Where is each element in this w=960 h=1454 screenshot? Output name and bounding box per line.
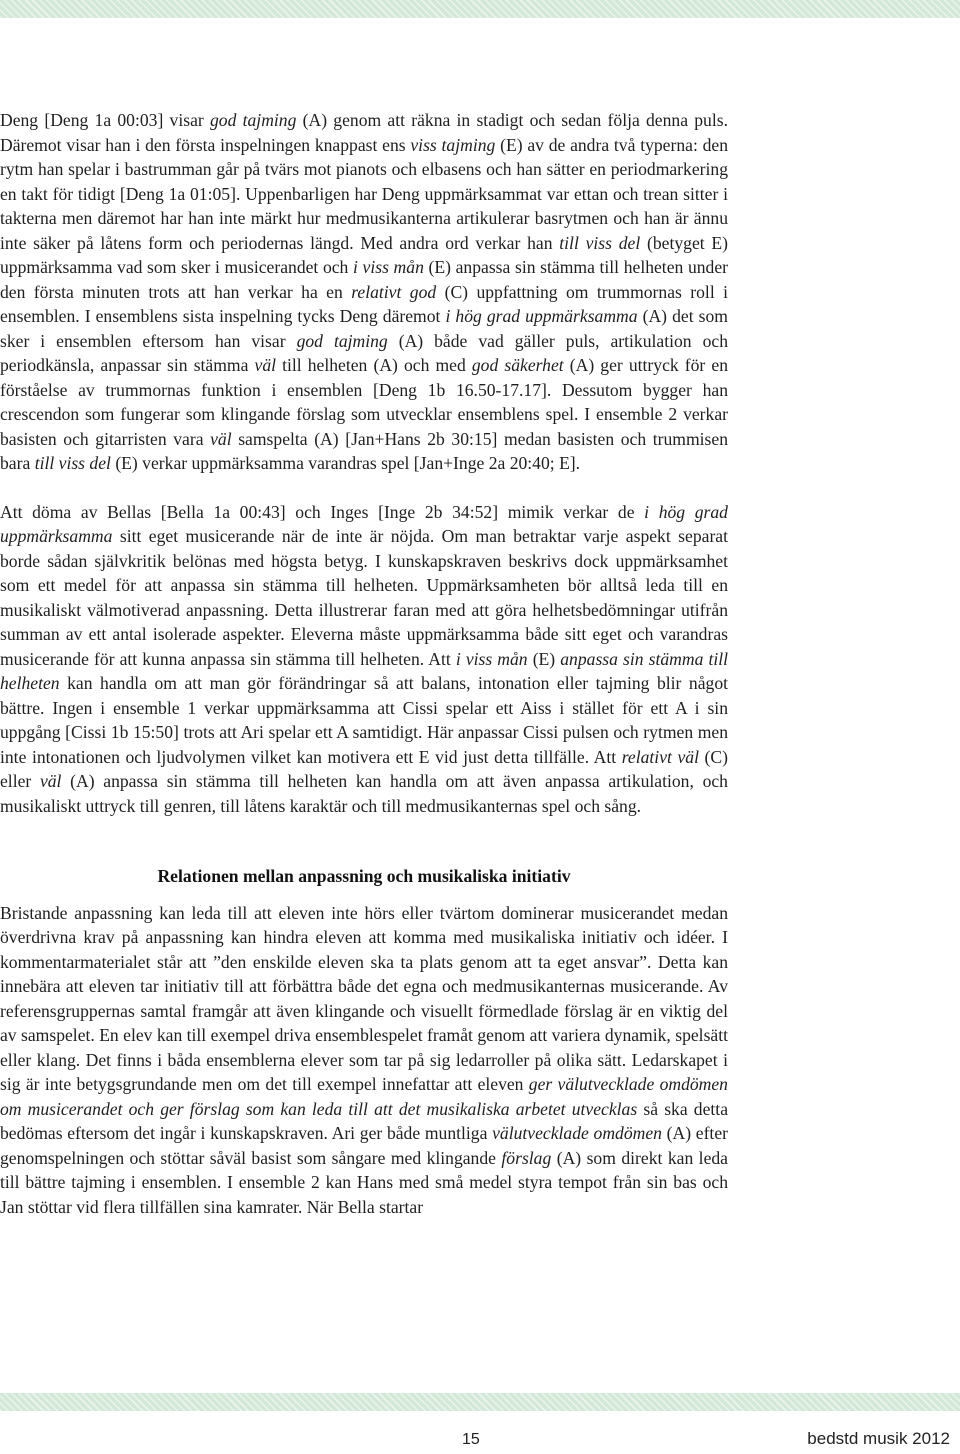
emphasized-text: viss tajming [410,134,496,155]
emphasized-text: väl [210,428,232,449]
emphasized-text: relativt väl [621,746,699,767]
emphasized-text: god tajming [210,110,297,130]
journal-name: bedstd musik 2012 [807,1429,950,1448]
text-run: Att döma av Bellas [Bella 1a 00:43] och Inges [Inge 2b 34:52] mimik verkar de [0,501,645,522]
text-run: (betyget E) uppmärksamma vad som sker i musicerandet och [0,232,729,277]
text-run: (E) [527,648,561,669]
article-body [0,108,728,1219]
emphasized-text: förslag [501,1147,552,1168]
text-run: (A) anpassa sin stämma till helheten kan handla om att även anpassa artikulation, och musikaliskt uttryck till genren, till låtens karaktär och till medmusikanternas spel och sång. [0,771,728,816]
emphasized-text: god säkerhet [471,355,564,375]
paragraph-musical-initiative [0,901,728,1220]
text-run: sitt eget musicerande när de inte är nöjda. Om man betraktar varje aspekt separat borde sådan självkritik belönas med högsta betyg. I kunskapskraven beskrivs dock uppmärksamhet som ett medel för att anpassa sin stämma till helheten. Uppmärksamheten bör alltså leda till en musikaliskt välmotiverad anpassning. Detta illustrerar faran med att göra helhetsbedömningar utifrån summan av ett antal isolerade aspekter. Eleverna måste uppmärksamma både sitt eget och varandras musicerande för att kunna anpassa sin stämma till helheten. Att [0,526,728,669]
section-heading: Relationen mellan anpassning och musikaliska initiativ [157,866,571,886]
emphasized-text: väl [39,771,62,791]
text-run: (A) efter genomspelningen och stöttar såväl basist som sångare med klingande [0,1123,728,1168]
emphasized-text: i viss mån [353,257,424,277]
paragraph-deng-assessment [0,108,728,476]
text-run: så ska detta bedömas eftersom det ingår i kunskapskraven. Ari ger både muntliga [0,1098,729,1143]
emphasized-text: väl [254,355,277,375]
emphasized-text: i hög grad uppmärksamma [445,306,638,326]
text-run: samspelta (A) [Jan+Hans 2b 30:15] medan basisten och trummisen bara [0,428,729,473]
emphasized-text: välutvecklade omdömen [492,1123,662,1143]
text-run: Bristande anpassning kan leda till att eleven inte hörs eller tvärtom dominerar musicerandet medan överdrivna krav på anpassning kan hindra eleven att komma med musikaliska initiativ och idéer. I kommentarmaterialet står att ”den enskilde eleven ska ta plats genom att ta eget ansvar”. Detta kan innebära att eleven tar initiativ till att förbättra både det egna och medmusikanternas musicerande. Av referensgruppernas samtal framgår att även klingande och visuellt förmedlade förslag är en viktig del av samspelet. En elev kan till exempel driva ensemblespelet framåt genom att variera dynamik, spelsätt eller klang. Det finns i båda ensemblerna elever som tar på sig ledarroller på olika sätt. Ledarskapet i sig är inte betygsgrundande men om det till exempel innefattar att eleven [0,902,728,1094]
text-run: (C) uppfattning om trummornas roll i ensemblen. I ensemblens sista inspelning tycks Deng däremot [0,281,729,326]
top-decorative-stripe [0,0,960,18]
text-run: till helheten (A) och med [276,355,472,375]
text-run: (A) som direkt kan leda till bättre tajming i ensemblen. I ensemble 2 kan Hans med små medel styra tempot från sin bas och Jan stöttar vid flera tillfällen sina kamrater. När Bella startar [0,1147,728,1217]
text-run: (E) verkar uppmärksamma varandras spel [Jan+Inge 2a 20:40; E]. [110,453,581,473]
text-run: (A) både vad gäller puls, artikulation och periodkänsla, anpassar sin stämma [0,330,728,375]
text-run: (A) det som sker i ensemblen eftersom han visar [0,306,728,351]
text-run: Deng [Deng 1a 00:03] visar [0,110,210,130]
text-run: kan handla om att man gör förändringar så att balans, intonation eller tajming blir något bättre. Ingen i ensemble 1 verkar uppmärksamma att Cissi spelar ett Aiss i stället för ett A i sin uppgång [Cissi 1b 15:50] trots att Ari spelar ett A samtidigt. Här anpassar Cissi pulsen och rytmen men inte intonationen och ljudvolymen vilket kan motivera ett E vid just detta tillfälle. Att [0,673,728,767]
text-run: (C) eller [0,746,728,791]
text-run: (E) av de andra två typerna: den rytm han spelar i bastrumman går på tvärs mot pianots och elbasens och han sätter en periodmarkering en takt för tidigt [Deng 1a 01:05]. Uppenbarligen har Deng uppmärksammat var ettan och trean sitter i takterna men däremot har han inte märkt hur medmusikanterna artikulerar basrytmen och han är ännu inte säker på låtens form och periodernas längd. Med andra ord verkar han [0,134,729,253]
emphasized-text: i viss mån [455,648,528,669]
text-run: (A) genom att räkna in stadigt och sedan följa denna puls. Däremot visar han i den första inspelningen knappast ens [0,110,728,155]
emphasized-text: relativt god [351,281,437,302]
bottom-decorative-stripe [0,1393,960,1411]
emphasized-text: till viss del [34,453,111,473]
page-number: 15 [462,1431,480,1448]
text-run: (A) ger uttryck för en förståelse av trummornas funktion i ensemblen [Deng 1b 16.50-17.17]. Dessutom bygger han crescendon som fungerar som klingande förslag som utvecklar ensemblens spel. I ensemble 2 verkar basisten och gitarristen vara [0,355,728,449]
emphasized-text: god tajming [296,330,388,351]
emphasized-text: anpassa sin stämma till helheten [0,648,729,693]
emphasized-text: i hög grad uppmärksamma [0,501,728,546]
emphasized-text: ger välutvecklade omdömen om musicerandet och ger förslag som kan leda till att det musikaliska arbetet utvecklas [0,1074,728,1119]
paragraph-self-criticism [0,500,728,819]
emphasized-text: till viss del [559,232,641,253]
text-run: (E) anpassa sin stämma till helheten under den första minuten trots att han verkar ha en [0,257,729,302]
